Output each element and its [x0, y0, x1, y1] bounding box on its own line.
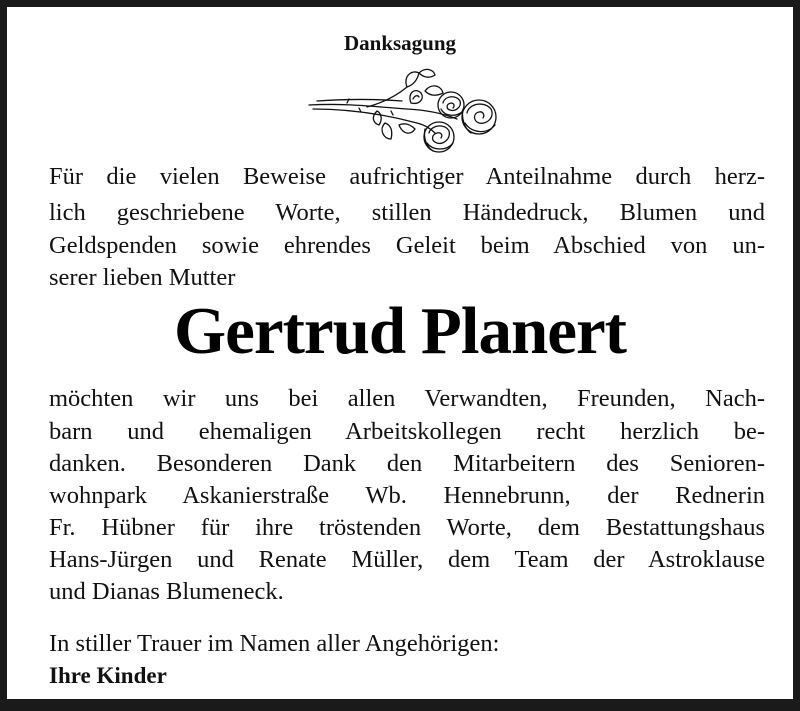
intro-line: Für die vielen Beweise aufrichtiger Anteilnahme durch herz-: [49, 163, 765, 190]
body-line: danken. Besonderen Dank den Mitarbeitern des Senioren-: [49, 450, 765, 477]
notice-heading: Danksagung: [343, 31, 457, 55]
closing-line: In stiller Trauer im Namen aller Angehörigen:: [49, 630, 500, 657]
body-line: Fr. Hübner für ihre tröstenden Worte, dem Bestattungshaus: [49, 514, 765, 541]
intro-line: lich geschriebene Worte, stillen Händedruck, Blumen und: [49, 199, 765, 226]
body-line: Hans-Jürgen und Renate Müller, dem Team der Astroklause: [49, 546, 765, 573]
roses-illustration-icon: [307, 63, 507, 159]
deceased-name: Gertrud Planert: [173, 294, 626, 368]
body-line: und Dianas Blumeneck.: [49, 578, 284, 605]
intro-line: serer lieben Mutter: [49, 264, 236, 291]
body-line: möchten wir uns bei allen Verwandten, Freunden, Nach-: [49, 385, 765, 412]
body-line: wohnpark Askanierstraße Wb. Hennebrunn, der Rednerin: [49, 482, 765, 509]
signature: Ihre Kinder: [49, 663, 167, 688]
body-line: barn und ehemaligen Arbeitskollegen recht herzlich be-: [49, 418, 765, 445]
intro-line: Geldspenden sowie ehrendes Geleit beim Abschied von un-: [49, 232, 765, 259]
